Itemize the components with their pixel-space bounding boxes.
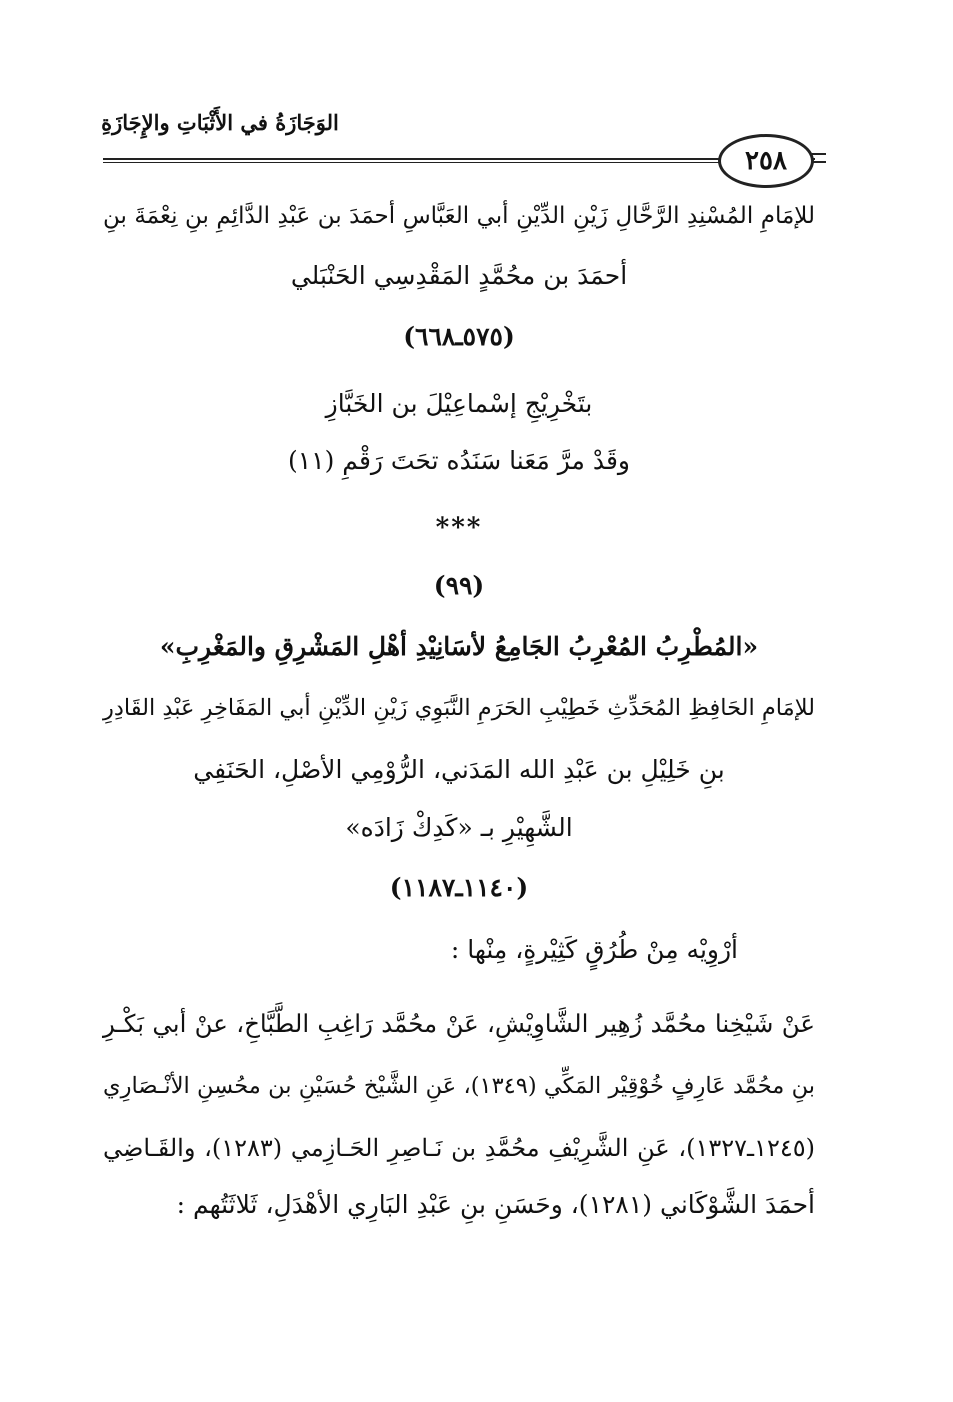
page-number-tail [812, 153, 826, 163]
header-rule [103, 158, 815, 160]
body-line: (١٢٤٥ـ١٣٢٧)، عَنِ الشَّرِيْفِ محُمَّدِ بن نَـاصِرِ الحَـازِمي (١٢٨٣)، والقَـاضِي [103, 1134, 815, 1162]
body-line: أحمَدَ الشَّوْكَاني (١٢٨١)، وحَسَنِ بنِ عَبْدِ البَارِي الأهْدَلِ، ثَلاثَتُهم : [176, 1190, 815, 1219]
header-rule-thin [103, 162, 815, 163]
page-number: ٢٥٨ [718, 134, 814, 188]
body-line: بنِ محُمَّد عَارِفٍ خُوْقِيْر المَكِّي (١٣٤٩)، عَنِ الشَّيْخ حُسَيْنِ بن محُسِنِ الأنْـصَارِي [103, 1073, 815, 1099]
entry-99-title: «المُطْرِبُ المُعْرِبُ الجَامِعُ لأسَانِيْدِ أهْلِ المَشْرِقِ والمَغْرِبِ» [159, 632, 759, 661]
entry-99-intro: أرْوِيْه مِنْ طُرُقٍ كَثِيْرةٍ، مِنْها : [450, 935, 738, 964]
entry-99-author-line-3: الشَّهِيْرِ بـ «كَدِكْ زَادَه» [345, 813, 573, 842]
entry-98-author-line-2: أحمَدَ بن محُمَّدٍ المَقْدِسِي الحَنْبَلي [290, 261, 628, 290]
section-separator: *** [435, 513, 483, 543]
entry-98-takhrij: بتَخْرِيْجِ إسْماعِيْلَ بن الخَبَّازِ [325, 389, 593, 418]
entry-99-number: (٩٩) [433, 571, 485, 600]
entry-99-author-line-1: للإمَامِ الحَافِظِ المُحَدِّثِ خَطِيْبِ الحَرَمِ النَّبَوِي زَيْنِ الدِّيْنِ أبي المَفَاخِرِ عَبْدِ القَادِرِ [103, 695, 815, 721]
entry-99-dates: (١١٤٠ـ١١٨٧) [389, 873, 529, 902]
entry-98-note: وقَدْ مرَّ مَعَنا سَنَدُه تحَتَ رَقْمِ (١١) [287, 446, 631, 475]
entry-99-author-line-2: بنِ خَلِيْلِ بن عَبْدِ الله المَدَني، الرُّوْمِي الأصْلِ، الحَنَفِي [193, 755, 725, 784]
entry-98-author-line-1: للإمَامِ المُسْنِدِ الرَّحَّالِ زَيْنِ الدِّيْنِ أبي العَبَّاسِ أحمَدَ بن عَبْدِ الدَّائِمِ بنِ نِعْمَةَ بنِ [103, 203, 815, 229]
body-line: عَنْ شَيْخِنا محُمَّد زُهِير الشَّاوِيْشِ، عَنْ محُمَّد رَاغِبِ الطَّبَّاخِ، عنْ أبي بَكْـرِ [103, 1009, 815, 1038]
entry-98-dates: (٥٧٥ـ٦٦٨) [403, 322, 515, 351]
running-title: الوَجَازَةُ في الأَثْبَاتِ والإِجَازَةِ [101, 110, 339, 135]
